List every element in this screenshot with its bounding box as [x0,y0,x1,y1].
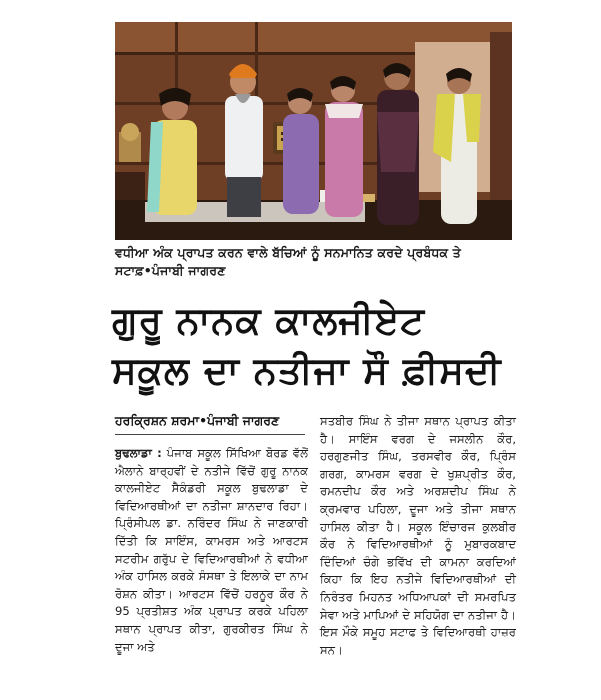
article-text-left: ਪੰਜਾਬ ਸਕੂਲ ਸਿੱਖਿਆ ਬੋਰਡ ਵੱਲੋਂ ਐਲਾਨੇ ਬਾਰ੍ਹਵੀਂ ਦੇ ਨਤੀਜੇ ਵਿੱਚੋਂ ਗੁਰੂ ਨਾਨਕ ਕਾਲਜੀਏਟ ਸੈਕੰਡਰੀ ਸਕੂਲ ਬੁਢਲਾਡਾ ਦੇ ਵਿਦਿਆਰਥੀਆਂ ਦਾ ਨਤੀਜਾ ਸ਼ਾਨਦਾਰ ਰਿਹਾ। ਪ੍ਰਿੰਸੀਪਲ ਡਾ. ਨਰਿੰਦਰ ਸਿੰਘ ਨੇ ਜਾਣਕਾਰੀ ਦਿੱਤੀ ਕਿ ਸਾਇੰਸ, ਕਾਮਰਸ ਅਤੇ ਆਰਟਸ ਸਟਰੀਮ ਗਰੁੱਪ ਦੇ ਵਿਦਿਆਰਥੀਆਂ ਨੇ ਵਧੀਆ ਅੰਕ ਹਾਸਿਲ ਕਰਕੇ ਸੰਸਥਾ ਤੇ ਇਲਾਕੇ ਦਾ ਨਾਮ ਰੋਸ਼ਨ ਕੀਤਾ। ਆਰਟਸ ਵਿੱਚੋਂ ਹਰਨੂਰ ਕੌਰ ਨੇ 95 ਪ੍ਰਤੀਸ਼ਤ ਅੰਕ ਪ੍ਰਾਪਤ ਕਰਕੇ ਪਹਿਲਾ ਸਥਾਨ ਪ੍ਰਾਪਤ ਕੀਤਾ, ਗੁਰਕੀਰਤ ਸਿੰਘ ਨੇ ਦੂਜਾ ਅਤੇ [115,446,309,654]
article-text-right: ਸਤਬੀਰ ਸਿੰਘ ਨੇ ਤੀਜਾ ਸਥਾਨ ਪ੍ਰਾਪਤ ਕੀਤਾ ਹੈ। ਸਾਇੰਸ ਵਰਗ ਦੇ ਜਸਲੀਨ ਕੌਰ, ਹਰਗੁਣਜੀਤ ਸਿੰਘ, ਤਰਸਵੀਰ ਕੌਰ, ਪ੍ਰਿੰਸ ਗਰਗ, ਕਾਮਰਸ ਵਰਗ ਦੇ ਖੁਸ਼ਪ੍ਰੀਤ ਕੌਰ, ਰਮਨਦੀਪ ਕੌਰ ਅਤੇ ਅਰਸ਼ਦੀਪ ਸਿੰਘ ਨੇ ਕ੍ਰਮਵਾਰ ਪਹਿਲਾ, ਦੂਜਾ ਅਤੇ ਤੀਜਾ ਸਥਾਨ ਹਾਸਿਲ ਕੀਤਾ ਹੈ। ਸਕੂਲ ਇੰਚਾਰਜ ਕੁਲਬੀਰ ਕੌਰ ਨੇ ਵਿਦਿਆਰਥੀਆਂ ਨੂੰ ਮੁਬਾਰਕਬਾਦ ਦਿੰਦਿਆਂ ਚੰਗੇ ਭਵਿੱਖ ਦੀ ਕਾਮਨਾ ਕਰਦਿਆਂ ਕਿਹਾ ਕਿ ਇਹ ਨਤੀਜੇ ਵਿਦਿਆਰਥੀਆਂ ਦੀ ਨਿਰੰਤਰ ਮਿਹਨਤ ਅਧਿਆਪਕਾਂ ਦੀ ਸਮਰਪਿਤ ਸੇਵਾ ਅਤੇ ਮਾਪਿਆਂ ਦੇ ਸਹਿਯੋਗ ਦਾ ਨਤੀਜਾ ਹੈ। ਇਸ ਮੌਕੇ ਸਮੂਹ ਸਟਾਫ ਤੇ ਵਿਦਿਆਰਥੀ ਹਾਜ਼ਰ ਸਨ। [320,414,516,657]
caption-credit: •ਪੰਜਾਬੀ ਜਾਗਰਣ [143,263,226,278]
article-column-left [115,445,308,656]
byline-divider [115,434,305,435]
headline-line-2: ਸਕੂਲ ਦਾ ਨਤੀਜਾ ਸੌ ਫ਼ੀਸਦੀ [112,349,502,392]
headline [112,296,532,396]
photo-caption [115,244,515,280]
article-column-right [320,413,516,659]
caption-text: ਵਧੀਆ ਅੰਕ ਪ੍ਰਾਪਤ ਕਰਨ ਵਾਲੇ ਬੱਚਿਆਂ ਨੂੰ ਸਨਮਾਨਿਤ ਕਰਦੇ ਪ੍ਰਬੰਧਕ ਤੇ ਸਟਾਫ਼ [115,245,461,278]
byline: ਹਰਕ੍ਰਿਸ਼ਨ ਸ਼ਰਮਾ•ਪੰਜਾਬੀ ਜਾਗਰਣ [115,413,280,428]
headline-line-1: ਗੁਰੂ ਨਾਨਕ ਕਾਲਜੀਏਟ [112,299,425,342]
dateline: ਬੁਢਲਾਡਾ : [115,446,162,460]
news-photo [115,22,512,240]
